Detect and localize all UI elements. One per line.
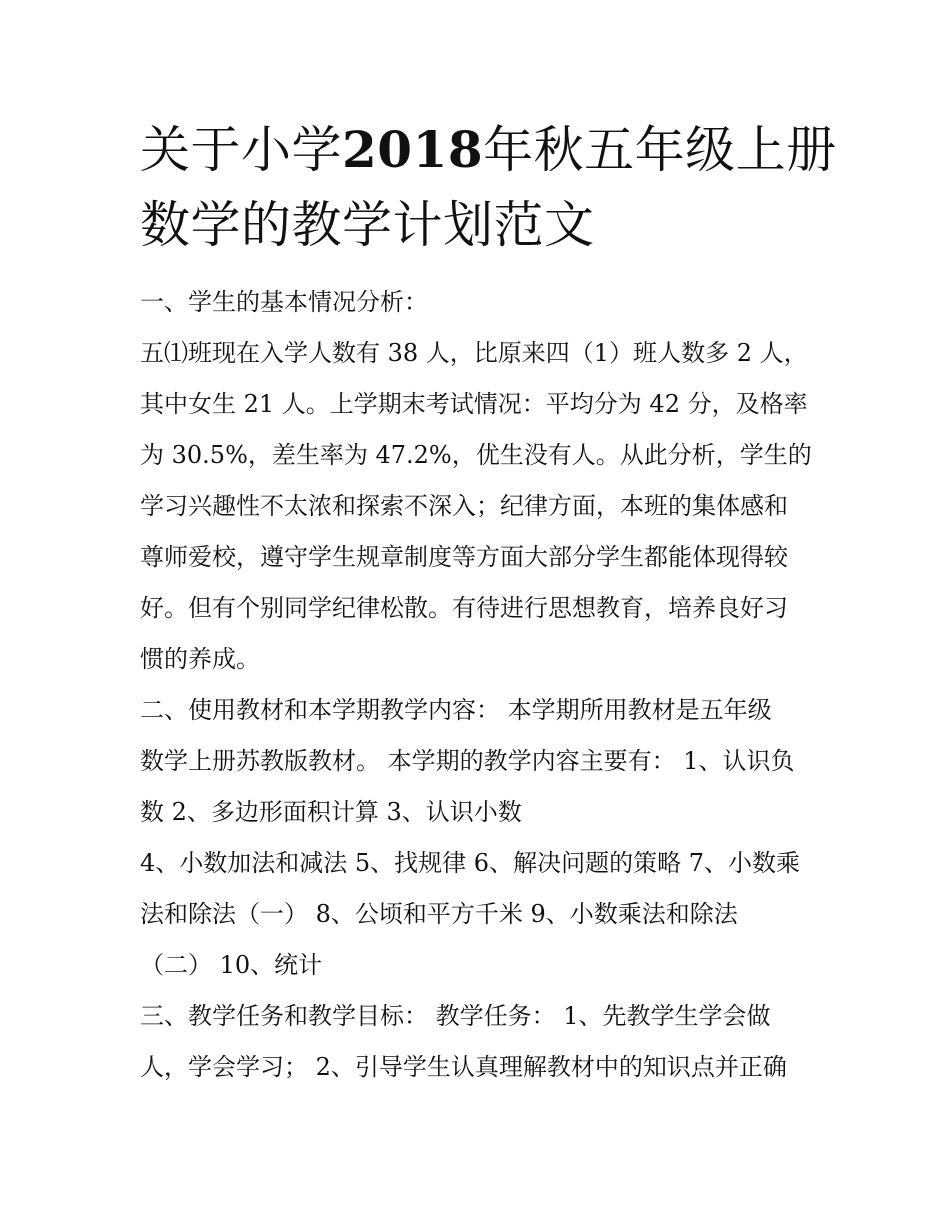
paragraph-line: 惯的养成。 <box>140 645 260 673</box>
paragraph-line: 好。但有个别同学纪律松散。有待进行思想教育，培养良好习 <box>140 594 788 622</box>
paragraph-line: 数 2、多边形面积计算 3、认识小数 <box>140 798 522 826</box>
paragraph-line: 数学上册苏教版教材。 本学期的教学内容主要有： 1、认识负 <box>140 747 795 775</box>
title-prefix: 关于小学 <box>140 121 342 179</box>
document-title <box>140 112 840 263</box>
paragraph-line: 人，学会学习； 2、引导学生认真理解教材中的知识点并正确 <box>140 1053 787 1081</box>
paragraph-line: 4、小数加法和减法 5、找规律 6、解决问题的策略 7、小数乘 <box>140 849 800 877</box>
title-line-1 <box>140 112 840 188</box>
title-suffix: 年秋五年级上册 <box>483 121 837 179</box>
paragraph-line: 为 30.5%，差生率为 47.2%，优生没有人。从此分析，学生的 <box>140 441 812 469</box>
paragraph-line: 其中女生 21 人。上学期末考试情况：平均分为 42 分，及格率 <box>140 390 808 418</box>
title-line-2: 数学的教学计划范文 <box>140 196 595 254</box>
section-heading-3: 三、教学任务和教学目标： 教学任务： 1、先教学生学会做 <box>140 1002 771 1030</box>
paragraph-line: （二） 10、统计 <box>140 951 323 979</box>
paragraph-line: 五⑴班现在入学人数有 38 人，比原来四（1）班人数多 2 人， <box>140 339 808 367</box>
paragraph-line: 法和除法（一） 8、公顷和平方千米 9、小数乘法和除法 <box>140 900 738 928</box>
section-heading-1: 一、学生的基本情况分析： <box>140 288 428 316</box>
document-body <box>140 277 840 1093</box>
title-year: 2018 <box>342 120 484 179</box>
section-heading-2: 二、使用教材和本学期教学内容： 本学期所用教材是五年级 <box>140 696 772 724</box>
paragraph-line: 尊师爱校，遵守学生规章制度等方面大部分学生都能体现得较 <box>140 543 788 571</box>
paragraph-line: 学习兴趣性不太浓和探索不深入；纪律方面，本班的集体感和 <box>140 492 788 520</box>
